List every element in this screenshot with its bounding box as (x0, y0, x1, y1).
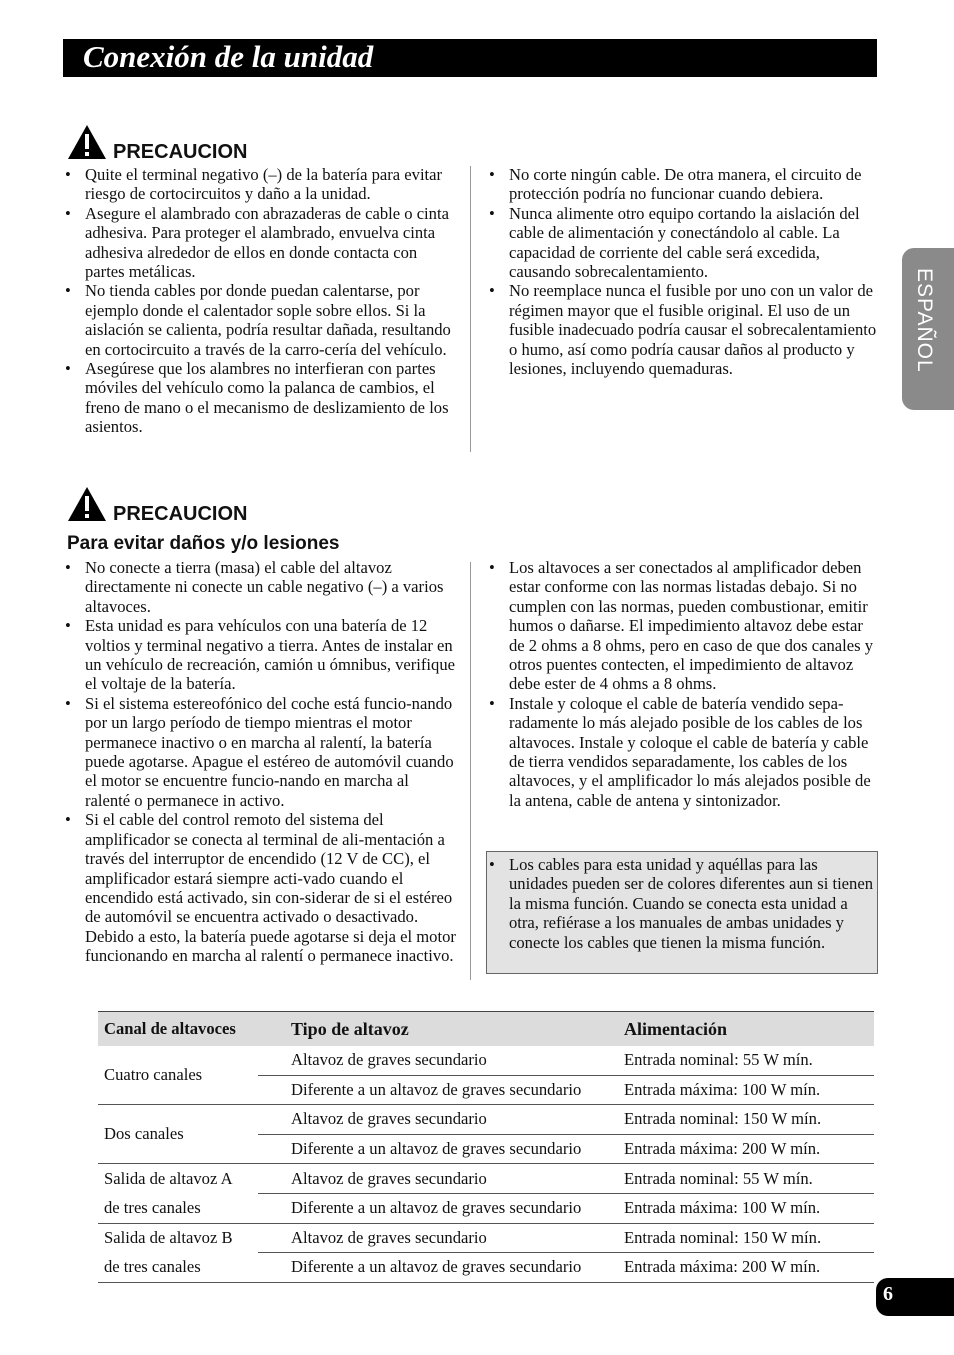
list-item: • No conecte a tierra (masa) el cable del altavoz directamente ni conecte un cable negativo (–) a varios altavoces. (63, 558, 458, 616)
table-row (98, 1046, 874, 1075)
channel-cell: Dos canales (98, 1105, 258, 1164)
type-cell: Altavoz de graves secundario (258, 1164, 613, 1194)
list-item: • Esta unidad es para vehículos con una batería de 12 voltios y terminal negativo a tierra. Antes de instalar en un vehículo de recreación, camión u ómnibus, verifique el voltaje de la batería. (63, 616, 458, 694)
header-channel: Canal de altavoces (98, 1012, 258, 1047)
power-cell: Entrada nominal: 55 W mín. (613, 1046, 874, 1075)
page-number-tab (876, 1278, 954, 1316)
header-type: Tipo de altavoz (258, 1012, 613, 1047)
power-cell: Entrada máxima: 100 W mín. (613, 1193, 874, 1223)
speaker-table (98, 1011, 874, 1283)
caution-2-right-list (487, 558, 877, 810)
column-divider (470, 166, 471, 452)
page-title: Conexión de la unidad (83, 39, 374, 74)
language-tab-label: ESPAÑOL (913, 268, 936, 373)
page-number: 6 (883, 1283, 893, 1305)
type-cell: Diferente a un altavoz de graves secundario (258, 1193, 613, 1223)
list-item: • Asegúrese que los alambres no interfieran con partes móviles del vehículo como la palanca de cambios, el freno de mano o el mecanismo de deslizamiento de los asientos. (63, 359, 458, 437)
list-item: • Los altavoces a ser conectados al amplificador deben estar conforme con las normas listadas debajo. Si no cumplen con las normas, pueden combustionar, emitir humos o dañarse. El impedimiento altavoz debe estar de 2 ohms a 8 ohms, pero en caso de que dos canales y otros puentes contecten, el impedimiento de altavoz debe ester de 4 ohms a 8 ohms. (487, 558, 877, 694)
section-subheading: Para evitar daños y/o lesiones (67, 533, 340, 554)
table-row (98, 1253, 874, 1283)
table-row (98, 1105, 874, 1135)
channel-cell: Cuatro canales (98, 1046, 258, 1105)
channel-cell: Salida de altavoz B (104, 1228, 233, 1248)
list-item: • Nunca alimente otro equipo cortando la aislación del cable de alimentación y conectándolo al cable. La capacidad de corriente del cable será excedida, causando sobrecalentamiento. (487, 204, 877, 282)
caution-heading-2 (67, 486, 248, 525)
list-item: • No tienda cables por donde puedan calentarse, por ejemplo donde el calentador sople sobre ellos. Si la aislación se calienta, podría resultar dañada, resultando en cortocircuito a través de la carro-cería del vehículo. (63, 281, 458, 359)
note-item: • Los cables para esta unidad y aquéllas para las unidades pueden ser de colores diferentes aun si tienen la misma función. Cuando se conecta esta unidad a otra, refiérase a los manuales de ambas unidades y conecte los cables que tienen la misma función. (487, 855, 877, 952)
type-cell: Altavoz de graves secundario (258, 1223, 613, 1253)
column-divider (470, 562, 471, 980)
list-item: • Si el sistema estereofónico del coche está funcio-nando por un largo período de tiempo mientras el motor permanece inactivo o en marcha al ralentí, la batería puede agotarse. Apague el estéreo de automóvil cuando el motor se encuentre funcio-nando en marcha al ralenté o permanece in activo. (63, 694, 458, 810)
caution-1-left-list (63, 165, 458, 437)
type-cell: Diferente a un altavoz de graves secundario (258, 1134, 613, 1164)
type-cell: Altavoz de graves secundario (258, 1046, 613, 1075)
list-item: • Quite el terminal negativo (–) de la batería para evitar riesgo de cortocircuitos y daño a la unidad. (63, 165, 458, 204)
channel-cell: de tres canales (98, 1253, 258, 1283)
table-row (98, 1193, 874, 1223)
table-header-row (98, 1012, 874, 1047)
caution-1-right-list (487, 165, 877, 378)
list-item: • Instale y coloque el cable de batería vendido sepa-radamente lo más alejado posible de los cables de los altavoces. Instale y coloque el cable de batería y cable de tierra vendidos separadamente, los cables de los altavoces, y el amplificador lo más alejados posible de la antena, cable de antena y sintonizador. (487, 694, 877, 810)
type-cell: Diferente a un altavoz de graves secundario (258, 1253, 613, 1283)
caution-label: PRECAUCION (113, 503, 248, 525)
warning-triangle-icon (67, 124, 107, 160)
type-cell: Altavoz de graves secundario (258, 1105, 613, 1135)
power-cell: Entrada nominal: 55 W mín. (613, 1164, 874, 1194)
caution-2-left-list (63, 558, 458, 966)
language-tab (902, 248, 954, 410)
power-cell: Entrada máxima: 100 W mín. (613, 1075, 874, 1105)
power-cell: Entrada máxima: 200 W mín. (613, 1253, 874, 1283)
power-cell: Entrada nominal: 150 W mín. (613, 1223, 874, 1253)
title-bar (63, 39, 877, 77)
warning-triangle-icon (67, 486, 107, 522)
channel-cell: de tres canales (98, 1193, 258, 1223)
list-item: • No reemplace nunca el fusible por uno con un valor de régimen mayor que el fusible original. El uso de un fusible inadecuado podría causar el sobrecalentamiento o humo, así como podría causar daños al producto y lesiones, incluyendo quemaduras. (487, 281, 877, 378)
list-item: • Si el cable del control remoto del sistema del amplificador se conecta al terminal de ali-mentación a través del interruptor de encendido (12 V de CC), el amplificador estará siempre acti-vado cuando el encendido está activado, sin con-siderar de si el estéreo de automóvil se encuentra activado o desactivado. Debido a esto, la batería puede agotarse si deja el motor funcionando en marcha al ralentí o permanece inactivo. (63, 810, 458, 965)
header-power: Alimentación (613, 1012, 874, 1047)
power-cell: Entrada máxima: 200 W mín. (613, 1134, 874, 1164)
caution-heading-1 (67, 124, 248, 163)
list-item: • Asegure el alambrado con abrazaderas de cable o cinta adhesiva. Para proteger el alambrado, envuelva cinta adhesiva alrededor de ellos en donde contacta con partes metálicas. (63, 204, 458, 282)
list-item: • No corte ningún cable. De otra manera, el circuito de protección podría no funcionar cuando debiera. (487, 165, 877, 204)
type-cell: Diferente a un altavoz de graves secundario (258, 1075, 613, 1105)
caution-label: PRECAUCION (113, 141, 248, 163)
table-row (98, 1223, 874, 1253)
table-row (98, 1164, 874, 1194)
channel-cell: Salida de altavoz A (104, 1168, 233, 1188)
note-list (487, 855, 877, 952)
power-cell: Entrada nominal: 150 W mín. (613, 1105, 874, 1135)
